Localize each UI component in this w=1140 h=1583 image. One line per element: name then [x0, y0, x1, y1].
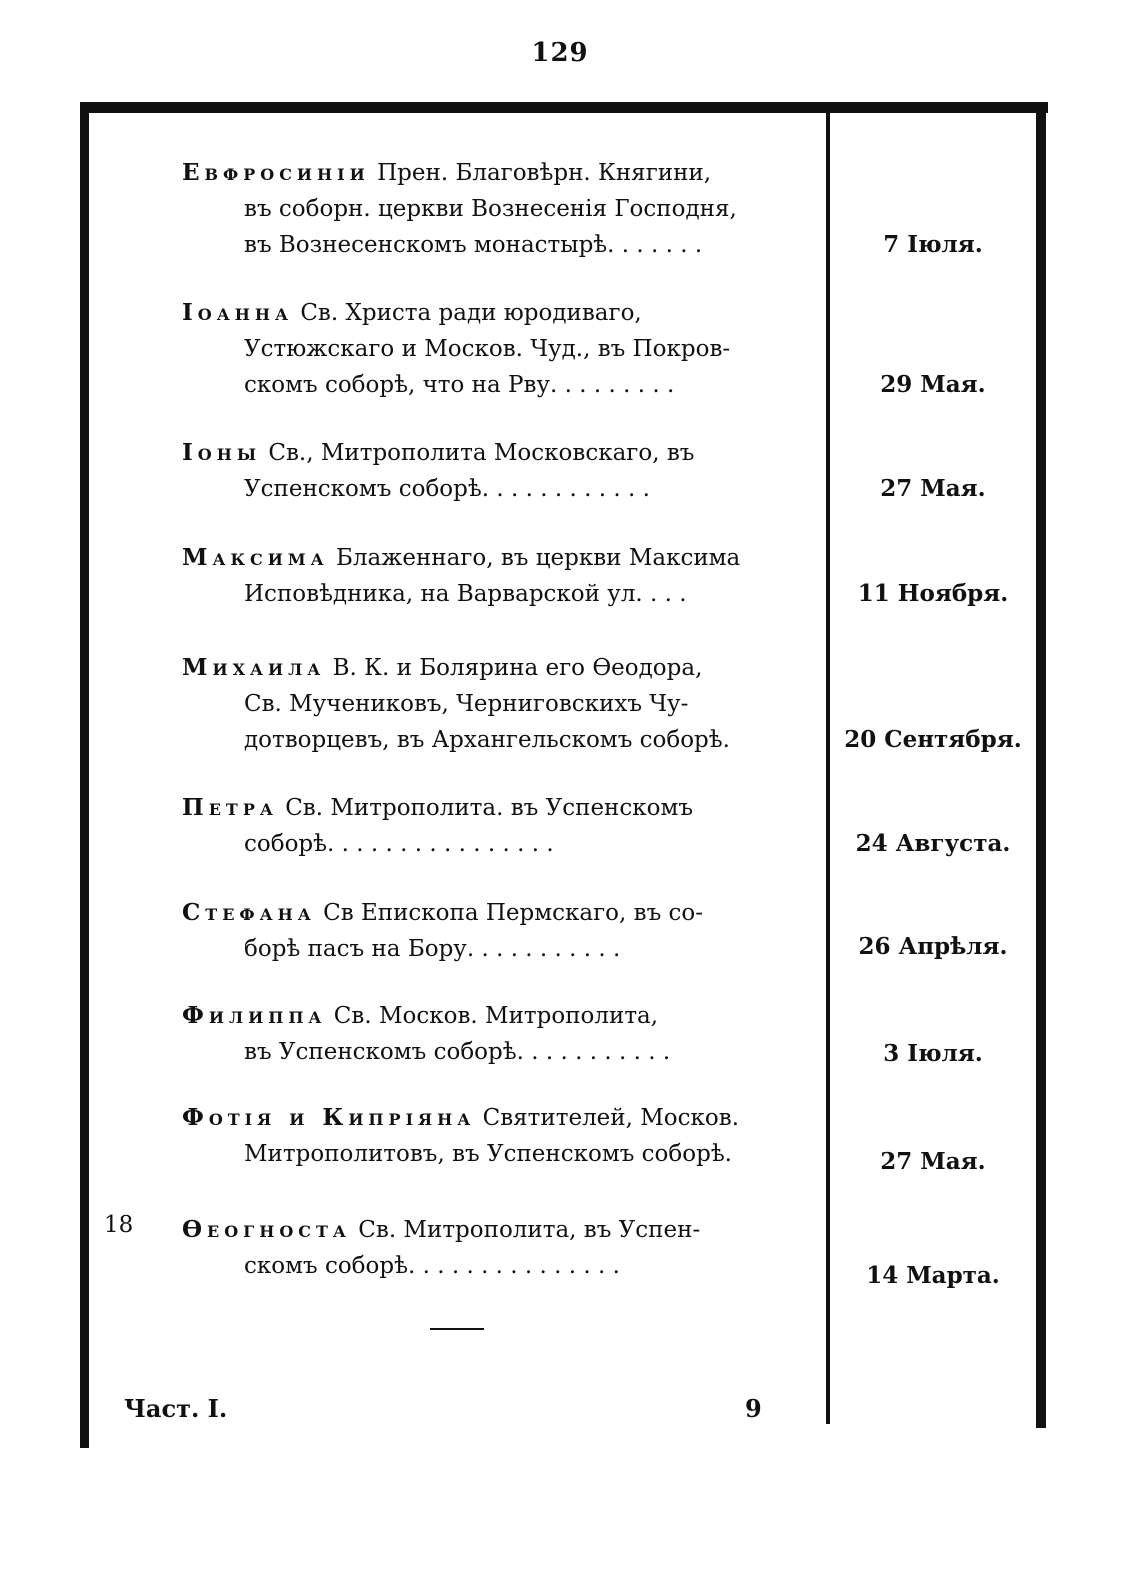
feast-date: 29 Мая. [880, 371, 986, 398]
entry-line: соборѣ. . . . . . . . . . . . . . . . [244, 831, 554, 857]
entry-name: Іоанна [182, 299, 293, 326]
section-end-rule [430, 1328, 484, 1330]
footer-part: Част. I. [124, 1394, 228, 1423]
entry-name: Стефана [182, 899, 316, 926]
entry-line: Блаженнаго, въ церкви Максима [335, 545, 741, 571]
right-rule [1036, 102, 1046, 1428]
feast-date: 20 Сентября. [844, 726, 1022, 753]
entry-name: Максима [182, 544, 329, 571]
feast-date: 27 Мая. [880, 1148, 986, 1175]
footer-signature: 9 [745, 1394, 762, 1423]
entry-line: Исповѣдника, на Варварской ул. . . . [244, 581, 687, 607]
feast-date: 27 Мая. [880, 475, 986, 502]
entry-line: В. К. и Болярина его Ѳеодора, [332, 655, 703, 681]
entry-line: въ Вознесенскомъ монастырѣ. . . . . . . [244, 232, 703, 258]
page-number: 129 [531, 38, 589, 68]
feast-date: 14 Марта. [866, 1262, 1000, 1289]
entry-line: Прен. Благовѣрн. Княгини, [377, 160, 712, 186]
entry-line: Успенскомъ соборѣ. . . . . . . . . . . . [244, 476, 650, 502]
entry-line: Митрополитовъ, въ Успенскомъ соборѣ. [244, 1141, 732, 1167]
entry-line: Св. Митрополита. въ Успенскомъ [285, 795, 694, 821]
entry-name: Евфросиніи [182, 159, 370, 186]
column-divider [826, 112, 830, 1424]
entry-name: Петра [182, 794, 278, 821]
feast-date: 7 Іюля. [883, 231, 983, 258]
entry-name: Ѳеогноста [182, 1216, 351, 1243]
entry-name: Іоны [182, 439, 262, 466]
entry-line: скомъ соборѣ. . . . . . . . . . . . . . . [244, 1253, 620, 1279]
entry-line: Св. Митрополита, въ Успен- [358, 1217, 701, 1243]
entry-name: Михаила [182, 654, 326, 681]
entry-line: Св. Мучениковъ, Черниговскихъ Чу- [244, 691, 689, 717]
left-rule [80, 102, 89, 1448]
entry-line: Св. Москов. Митрополита, [333, 1003, 659, 1029]
feast-date: 11 Ноября. [857, 580, 1009, 607]
entry-line: въ соборн. церкви Вознесенія Господня, [244, 196, 737, 222]
feast-date: 3 Іюля. [883, 1040, 983, 1067]
entry-line: Устюжскаго и Москов. Чуд., въ Покров- [244, 336, 731, 362]
entry-line: Св Епископа Пермскаго, въ со- [323, 900, 704, 926]
entry-line: борѣ пасъ на Бору. . . . . . . . . . . [244, 936, 621, 962]
feast-date: 24 Августа. [855, 830, 1011, 857]
entry-line: Св. Христа ради юродиваго, [300, 300, 642, 326]
entry-line: скомъ соборѣ, что на Рву. . . . . . . . . [244, 372, 675, 398]
signature-mark: 18 [104, 1212, 134, 1238]
entry-name: Филиппа [182, 1002, 327, 1029]
entry-line: Св., Митрополита Московскаго, въ [268, 440, 695, 466]
feast-date: 26 Апрѣля. [858, 933, 1008, 960]
entry-line: Святителей, Москов. [482, 1105, 740, 1131]
entry-line: дотворцевъ, въ Архангельскомъ соборѣ. [244, 727, 730, 753]
entry-name: Фотія и Кипріяна [182, 1104, 476, 1131]
top-rule [80, 102, 1048, 113]
entry-line: въ Успенскомъ соборѣ. . . . . . . . . . . [244, 1039, 671, 1065]
